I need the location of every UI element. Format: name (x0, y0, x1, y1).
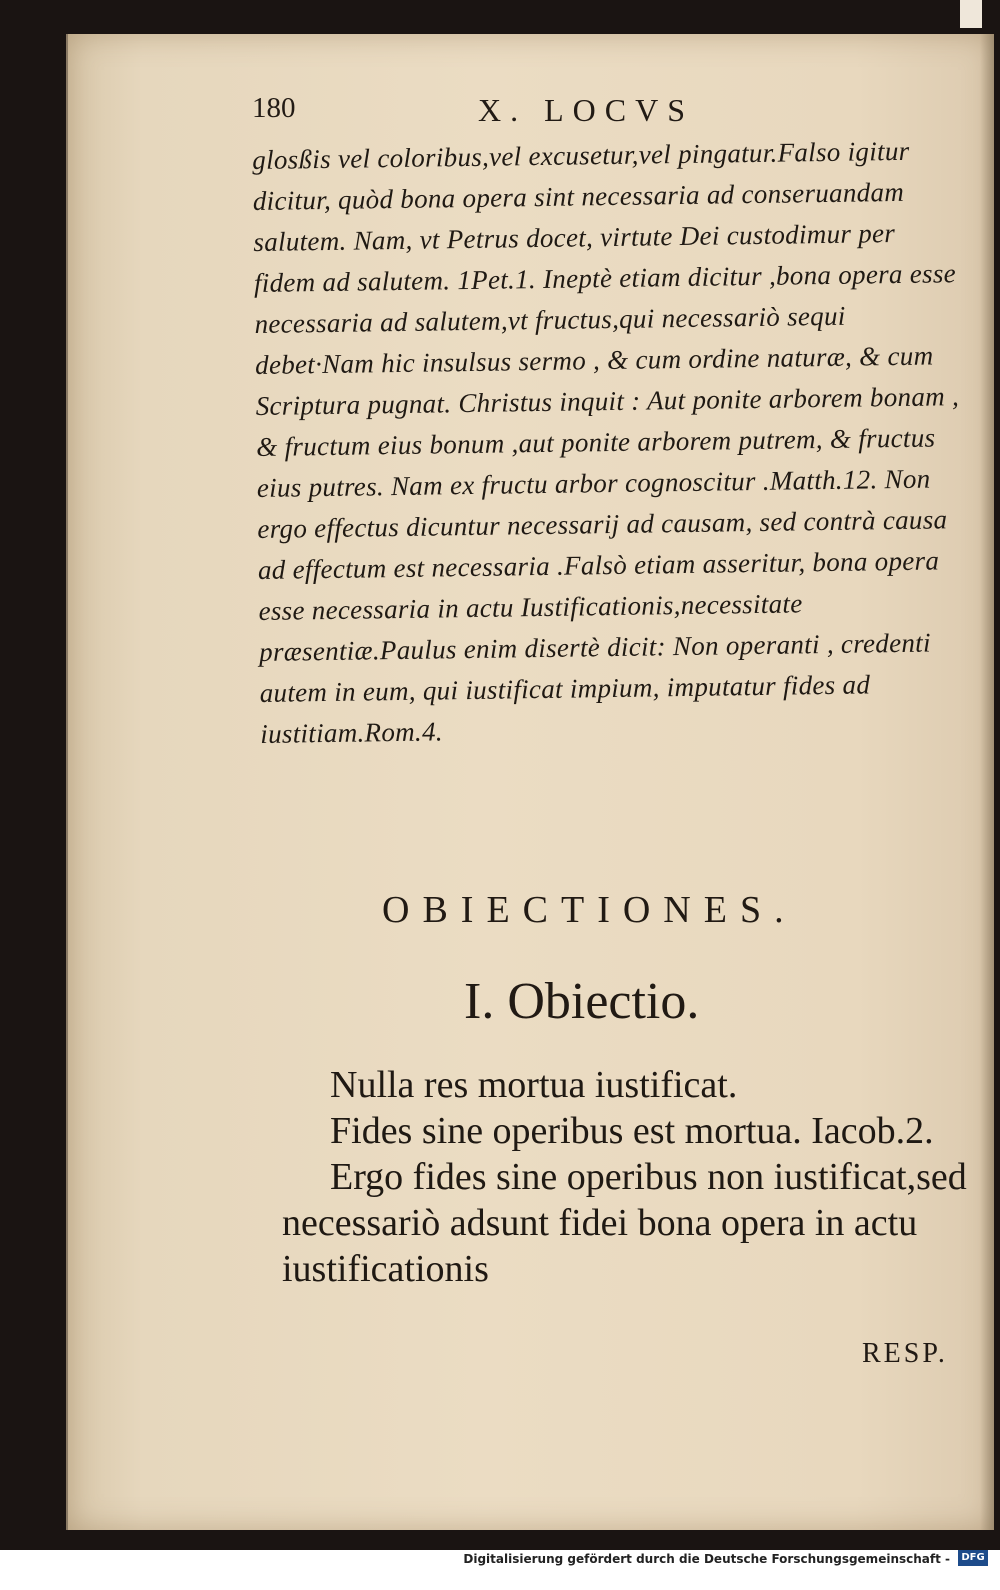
objection-heading: I. Obiectio. (464, 973, 700, 1030)
page-edge-shadow (980, 34, 994, 1530)
syllogism-block (282, 1062, 970, 1292)
dfg-credit: Digitalisierung gefördert durch die Deutsche Forschungsgemeinschaft - (463, 1552, 950, 1566)
catchword: RESP. (862, 1338, 948, 1369)
running-head: X. LOCVS (478, 92, 695, 128)
page-corner-mark (960, 0, 982, 28)
page-header (252, 92, 972, 134)
dfg-logo: DFG (958, 1550, 988, 1566)
page-number: 180 (252, 92, 296, 124)
syllogism-conclusion: Ergo fides sine operibus non iustificat,sed necessariò adsunt fidei bona opera in actu iustificationis (282, 1156, 967, 1290)
body-paragraph: glosßis vel coloribus,vel excusetur,vel pingatur.Falso igitur dicitur, quòd bona opera sint necessaria ad conseruandam salutem. Nam, vt Petrus docet, virtute Dei custodimur per fidem ad salutem. 1Pet.1. Ineptè etiam dicitur ,bona opera esse necessaria ad salutem,vt fructus,qui necessariò sequi debet·Nam hic insulsus sermo , & cum ordine naturæ, & cum Scriptura pugnat. Christus inquit : Aut ponite arborem bonam , & fructum eius bonum ,aut ponite arborem putrem, & fructus eius putres. Nam ex fructu arbor cognoscitur .Matth.12. Non ergo effectus dicuntur necessarij ad causam, sed contrà causa ad effectum est necessaria .Falsò etiam asseritur, bona opera esse necessaria in actu Iustificationis,necessitate præsentiæ.Paulus enim disertè dicit: Non operanti , credenti autem in eum, qui iustificat impium, imputatur fides ad iustitiam.Rom.4. (252, 135, 960, 749)
syllogism-major-premise: Nulla res mortua iustificat. (330, 1064, 738, 1106)
section-heading: OBIECTIONES. (382, 889, 797, 931)
syllogism-minor-premise: Fides sine operibus est mortua. Iacob.2. (330, 1110, 934, 1152)
